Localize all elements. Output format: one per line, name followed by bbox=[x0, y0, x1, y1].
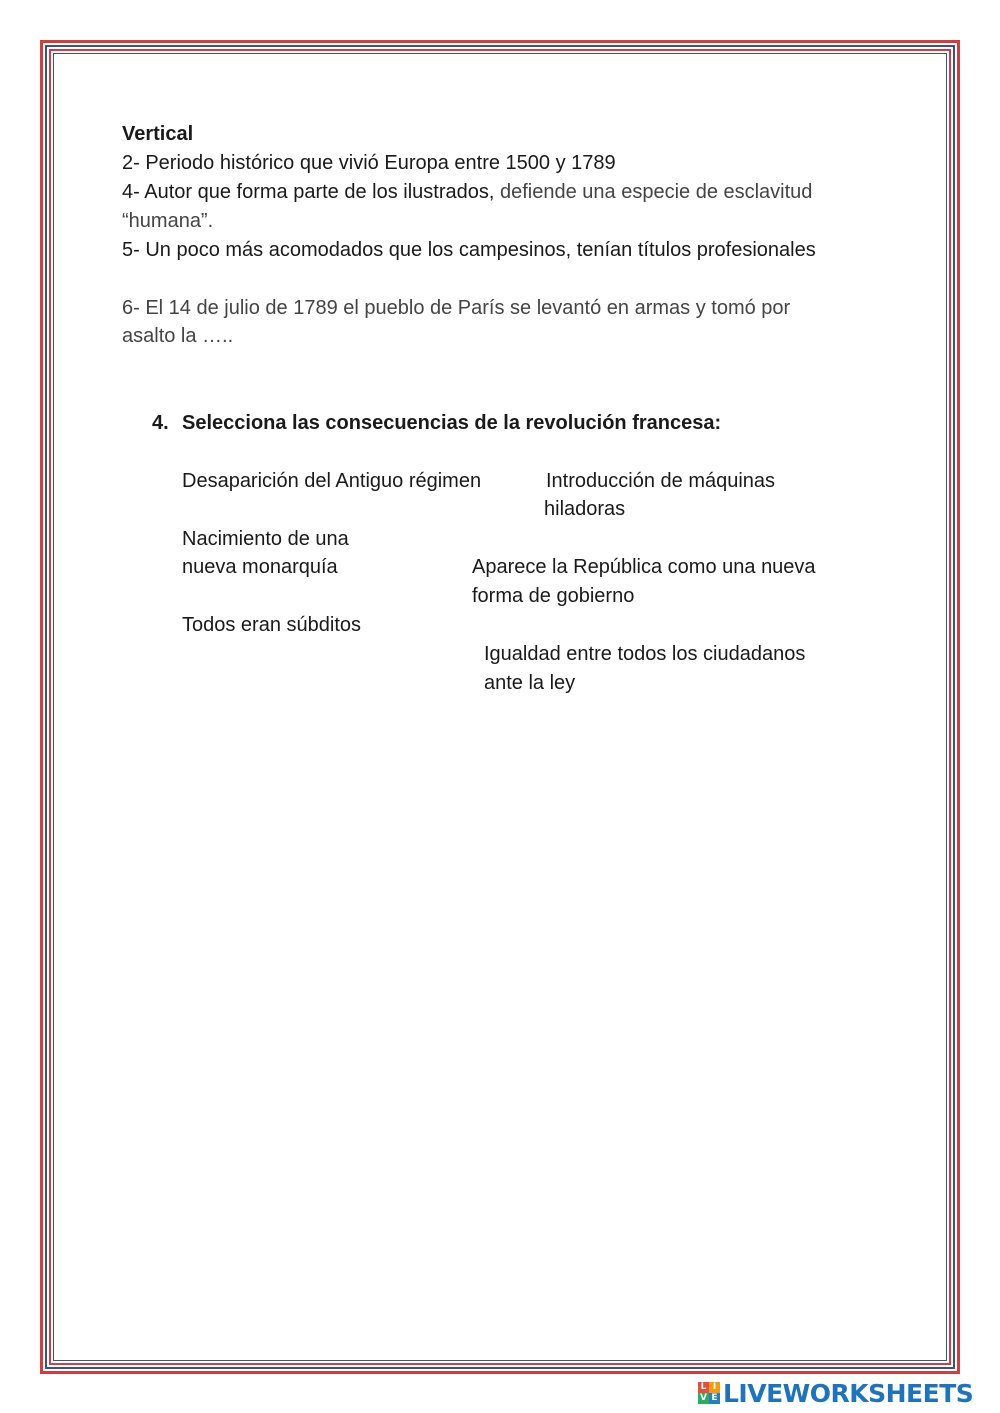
clue-4-part-b: defiende una especie de esclavitud bbox=[494, 181, 813, 203]
option-nacimiento-line-2[interactable]: nueva monarquía bbox=[182, 556, 338, 578]
liveworksheets-logo bbox=[698, 1378, 973, 1408]
vertical-heading: Vertical bbox=[122, 123, 194, 145]
option-desaparicion[interactable]: Desaparición del Antiguo régimen bbox=[182, 470, 482, 492]
logo-letter-l: L bbox=[698, 1382, 709, 1393]
option-republica-line-1[interactable]: Aparece la República como una nueva bbox=[472, 556, 816, 578]
clue-6-line-1: 6- El 14 de julio de 1789 el pueblo de París se levantó en armas y tomó por bbox=[122, 297, 791, 319]
option-introduccion-line-1[interactable]: Introducción de máquinas bbox=[546, 470, 776, 492]
clue-4-line-2: “humana”. bbox=[122, 210, 214, 232]
option-republica-line-2[interactable]: forma de gobierno bbox=[472, 585, 635, 607]
logo-letter-i: I bbox=[709, 1382, 720, 1393]
clue-6-line-2: asalto la ….. bbox=[122, 325, 234, 347]
liveworksheets-logo-icon bbox=[698, 1382, 720, 1404]
option-subditos[interactable]: Todos eran súbditos bbox=[182, 614, 362, 636]
logo-letter-v: V bbox=[698, 1393, 709, 1404]
option-introduccion-line-2[interactable]: hiladoras bbox=[544, 498, 626, 520]
logo-letter-e: E bbox=[709, 1393, 720, 1404]
option-igualdad-line-1[interactable]: Igualdad entre todos los ciudadanos bbox=[484, 643, 806, 665]
question-4-title: Selecciona las consecuencias de la revolución francesa: bbox=[182, 412, 722, 434]
option-igualdad-line-2[interactable]: ante la ley bbox=[484, 672, 576, 694]
clue-5: 5- Un poco más acomodados que los campesinos, tenían títulos profesionales bbox=[122, 239, 816, 261]
clue-4-line-1 bbox=[122, 178, 812, 207]
clue-4-part-a: 4- Autor que forma parte de los ilustrados, bbox=[122, 181, 495, 203]
liveworksheets-logo-text: LIVEWORKSHEETS bbox=[723, 1378, 974, 1408]
question-4-number: 4. bbox=[152, 412, 169, 434]
clue-2: 2- Periodo histórico que vivió Europa entre 1500 y 1789 bbox=[122, 152, 616, 174]
option-nacimiento-line-1[interactable]: Nacimiento de una bbox=[182, 528, 349, 550]
